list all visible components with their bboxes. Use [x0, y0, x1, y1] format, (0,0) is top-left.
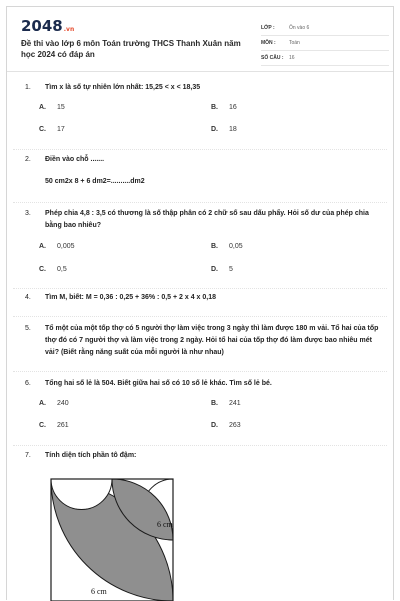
divider — [13, 371, 387, 372]
meta-label: SỐ CÂU : — [261, 55, 284, 61]
meta-value: 16 — [289, 55, 295, 61]
option-d[interactable]: D. 5 — [211, 266, 233, 273]
document-title: Đề thi vào lớp 6 môn Toán trường THCS Thanh Xuân năm học 2024 có đáp án — [21, 39, 241, 59]
meta-label: LỚP : — [261, 25, 275, 31]
document-page — [6, 6, 394, 600]
logo-suffix: .vn — [63, 26, 75, 33]
site-logo[interactable] — [21, 17, 74, 35]
meta-table — [261, 21, 389, 66]
question-text: Tổng hai số lẻ là 504. Biết giữa hai số có 10 số lẻ khác. Tìm số lẻ bé. — [45, 380, 272, 387]
question-number: 6. — [25, 380, 31, 387]
shaded-area-figure — [35, 469, 195, 601]
option-c[interactable]: C. 0,5 — [39, 266, 67, 273]
document-header — [7, 7, 393, 72]
meta-value: Toán — [289, 40, 300, 46]
question-number: 5. — [25, 325, 31, 332]
question-text: Tổ một của một tốp thợ có 5 người thợ làm việc trong 3 ngày thì làm được 180 m vải. Tổ hai của tốp thợ đó có 7 người thợ và làm việc trong 2 ngày. Hỏi tổ hai của tốp thợ đó làm được bao nhiêu mét vải? (Biết rằng năng suất của mỗi người là như nhau) — [45, 325, 379, 356]
option-b[interactable]: B. 241 — [211, 400, 241, 407]
option-c[interactable]: C. 261 — [39, 422, 69, 429]
question-text: Phép chia 4,8 : 3,5 có thương là số thập phân có 2 chữ số sau dấu phẩy. Hỏi số dư của phép chia bằng bao nhiêu? — [45, 210, 369, 229]
question-text: Tính diện tích phần tô đậm: — [45, 452, 137, 459]
meta-value: Ôn vào 6 — [289, 25, 310, 31]
meta-label: MÔN : — [261, 40, 276, 46]
logo-text: 2048 — [21, 17, 63, 35]
divider — [13, 316, 387, 317]
divider — [13, 149, 387, 150]
question-text: Tìm M, biết: M = 0,36 : 0,25 + 36% : 0,5 + 2 x 4 x 0,18 — [45, 294, 217, 301]
option-b[interactable]: B. 16 — [211, 104, 237, 111]
question-number: 4. — [25, 294, 31, 301]
question-text: Điền vào chỗ ....... — [45, 156, 105, 163]
divider — [13, 202, 387, 203]
question-number: 2. — [25, 156, 31, 163]
side-length-label: 6 cm — [157, 520, 173, 529]
option-a[interactable]: A. 0,005 — [39, 243, 75, 250]
question-text: Tìm x là số tự nhiên lớn nhất: 15,25 < x < 18,35 — [45, 84, 201, 91]
divider — [13, 288, 387, 289]
meta-row-class — [261, 21, 389, 36]
question-number: 1. — [25, 84, 31, 91]
bottom-length-label: 6 cm — [91, 587, 107, 596]
option-a[interactable]: A. 240 — [39, 400, 69, 407]
divider — [13, 445, 387, 446]
option-a[interactable]: A. 15 — [39, 104, 65, 111]
question-number: 7. — [25, 452, 31, 459]
meta-row-count — [261, 51, 389, 66]
meta-row-subject — [261, 36, 389, 51]
option-d[interactable]: D. 263 — [211, 422, 241, 429]
option-d[interactable]: D. 18 — [211, 126, 237, 133]
question-number: 3. — [25, 210, 31, 217]
option-c[interactable]: C. 17 — [39, 126, 65, 133]
question-subtext: 50 cm2x 8 + 6 dm2=..........dm2 — [45, 178, 145, 185]
option-b[interactable]: B. 0,05 — [211, 243, 243, 250]
